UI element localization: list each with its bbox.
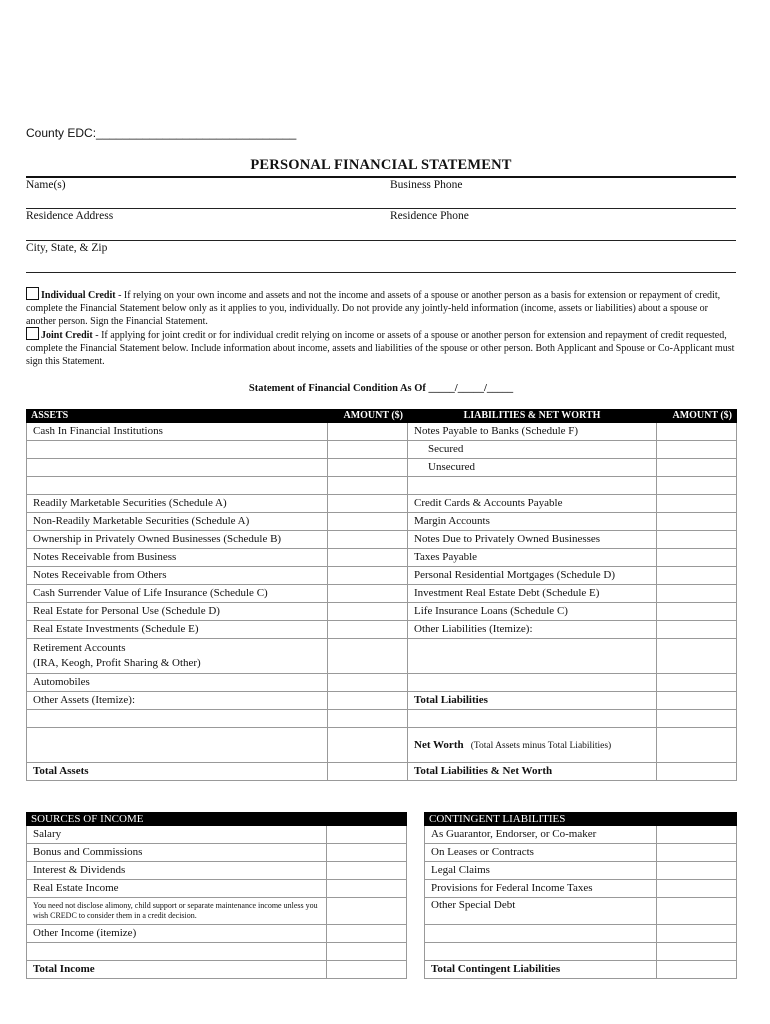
contingent-amount[interactable]: [657, 844, 737, 862]
liability-blank-r[interactable]: [408, 639, 657, 674]
total-liab-net-worth-amount[interactable]: [657, 763, 737, 781]
contingent-table: [424, 812, 737, 979]
net-worth-amount[interactable]: [657, 728, 737, 763]
asset-blank-1-amount[interactable]: [328, 441, 408, 459]
contingent-amount[interactable]: [657, 943, 737, 961]
table-row-left: Cash Surrender Value of Life Insurance (Schedule C): [27, 585, 328, 603]
joint-credit-paragraph: [26, 327, 736, 368]
net-worth-note: (Total Assets minus Total Liabilities): [470, 740, 612, 751]
cash-label: Cash In Financial Institutions: [27, 423, 328, 441]
amount-cell[interactable]: [328, 531, 408, 549]
contingent-amount[interactable]: [657, 925, 737, 943]
unsecured-amount[interactable]: [657, 459, 737, 477]
liability-blank-3[interactable]: [408, 477, 657, 495]
amount-cell[interactable]: [657, 513, 737, 531]
city-state-zip-label: City, State, & Zip: [26, 242, 108, 254]
contingent-amount[interactable]: [657, 880, 737, 898]
amount-cell[interactable]: [328, 621, 408, 639]
asset-blank-4-amount[interactable]: [328, 710, 408, 728]
contingent-row: On Leases or Contracts: [425, 844, 657, 862]
residence-address-label: Residence Address: [26, 210, 114, 222]
assets-liabilities-table: [26, 409, 737, 781]
contingent-row: As Guarantor, Endorser, or Co-maker: [425, 826, 657, 844]
total-contingent-amount[interactable]: [657, 961, 737, 979]
total-income-amount[interactable]: [327, 961, 407, 979]
amount-cell[interactable]: [328, 549, 408, 567]
table-row-right: Investment Real Estate Debt (Schedule E): [408, 585, 657, 603]
table-row-right: Notes Due to Privately Owned Businesses: [408, 531, 657, 549]
individual-credit-text: - If relying on your own income and assets and not the income and assets of a spouse or another person as a basis for extension or repayment of credit, complete the Financial Statement below only as it applies to you, individually. Do not provide any jointly-held information (income, assets or liabilities) about a spouse or another person. Sign the Financial Statement.: [26, 290, 721, 327]
liability-blank-4[interactable]: [408, 710, 657, 728]
asset-blank-5-amount[interactable]: [328, 728, 408, 763]
amount-cell[interactable]: [657, 585, 737, 603]
contingent-amount[interactable]: [657, 898, 737, 925]
asset-blank-1[interactable]: [27, 441, 328, 459]
secured-amount[interactable]: [657, 441, 737, 459]
income-amount[interactable]: [327, 943, 407, 961]
income-table: [26, 812, 407, 979]
asset-blank-3[interactable]: [27, 477, 328, 495]
table-row-right: Personal Residential Mortgages (Schedule D): [408, 567, 657, 585]
other-assets-label: Other Assets (Itemize):: [27, 692, 328, 710]
liability-blank-r-amount[interactable]: [657, 639, 737, 674]
liability-blank-3-amount[interactable]: [657, 477, 737, 495]
asset-blank-4[interactable]: [27, 710, 328, 728]
liability-blank-a[interactable]: [408, 674, 657, 692]
amount-cell[interactable]: [328, 585, 408, 603]
other-assets-amount[interactable]: [328, 692, 408, 710]
notes-payable-label: Notes Payable to Banks (Schedule F): [408, 423, 657, 441]
asset-blank-5[interactable]: [27, 728, 328, 763]
table-row-right: Other Liabilities (Itemize):: [408, 621, 657, 639]
individual-credit-checkbox[interactable]: [26, 287, 39, 300]
income-row: Bonus and Commissions: [27, 844, 327, 862]
contingent-blank[interactable]: [425, 943, 657, 961]
income-amount[interactable]: [327, 844, 407, 862]
statement-of-condition: Statement of Financial Condition As Of _____/_____/_____: [248, 383, 514, 394]
income-amount[interactable]: [327, 862, 407, 880]
contingent-row: Legal Claims: [425, 862, 657, 880]
income-amount[interactable]: [327, 826, 407, 844]
asset-blank-2[interactable]: [27, 459, 328, 477]
table-row-left: Notes Receivable from Business: [27, 549, 328, 567]
liabilities-amount-header: AMOUNT ($): [657, 410, 737, 423]
automobiles-label: Automobiles: [27, 674, 328, 692]
retirement-line-1: Retirement Accounts: [33, 642, 126, 654]
residence-phone-label: Residence Phone: [390, 210, 469, 222]
secured-label: Secured: [408, 441, 657, 459]
assets-header: ASSETS: [27, 410, 328, 423]
title-rule: [26, 176, 736, 178]
income-row: Salary: [27, 826, 327, 844]
table-row-right: Life Insurance Loans (Schedule C): [408, 603, 657, 621]
income-row: Real Estate Income: [27, 880, 327, 898]
amount-cell[interactable]: [657, 531, 737, 549]
unsecured-label: Unsecured: [408, 459, 657, 477]
net-worth-cell: [408, 728, 657, 763]
income-disclosure-note: You need not disclose alimony, child support or separate maintenance income unless you wish CREDC to consider them in a credit decision.: [27, 898, 327, 925]
liability-blank-4-amount[interactable]: [657, 710, 737, 728]
contingent-blank[interactable]: [425, 925, 657, 943]
other-special-debt-label: Other Special Debt: [425, 898, 657, 925]
liability-blank-a-amount[interactable]: [657, 674, 737, 692]
income-amount[interactable]: [327, 898, 407, 925]
assets-amount-header: AMOUNT ($): [328, 410, 408, 423]
total-liab-net-worth-label: Total Liabilities & Net Worth: [408, 763, 657, 781]
amount-cell[interactable]: [657, 567, 737, 585]
total-assets-amount[interactable]: [328, 763, 408, 781]
total-assets-label: Total Assets: [27, 763, 328, 781]
income-blank[interactable]: [27, 943, 327, 961]
individual-credit-paragraph: [26, 287, 736, 328]
business-phone-label: Business Phone: [390, 179, 463, 191]
joint-credit-label: Joint Credit: [41, 330, 93, 341]
income-amount[interactable]: [327, 925, 407, 943]
total-liabilities-label: Total Liabilities: [408, 692, 657, 710]
amount-cell[interactable]: [657, 549, 737, 567]
amount-cell[interactable]: [657, 603, 737, 621]
cash-amount[interactable]: [328, 423, 408, 441]
table-row-left: Ownership in Privately Owned Businesses (Schedule B): [27, 531, 328, 549]
amount-cell[interactable]: [328, 495, 408, 513]
notes-payable-amount[interactable]: [657, 423, 737, 441]
total-income-label: Total Income: [27, 961, 327, 979]
liabilities-header: LIABILITIES & NET WORTH: [408, 410, 657, 423]
total-contingent-label: Total Contingent Liabilities: [425, 961, 657, 979]
individual-credit-label: Individual Credit: [41, 290, 116, 301]
city-input-line[interactable]: [26, 272, 736, 273]
asset-blank-2-amount[interactable]: [328, 459, 408, 477]
amount-cell[interactable]: [328, 513, 408, 531]
names-input-line[interactable]: [26, 208, 736, 209]
table-row-left: Non-Readily Marketable Securities (Schedule A): [27, 513, 328, 531]
joint-credit-text: - If applying for joint credit or for individual credit relying on income or assets of a spouse or another person for extension and repayment of credit requested, complete the Financial Statement below. Include information about income, assets and liabilities of the spouse or other person. Both Applicant and Spouse or Co-Applicant must sign this Statement.: [26, 330, 735, 367]
amount-cell[interactable]: [657, 495, 737, 513]
table-row-right: Margin Accounts: [408, 513, 657, 531]
amount-cell[interactable]: [657, 621, 737, 639]
retirement-accounts-label: [27, 639, 328, 674]
net-worth-label: Net Worth: [414, 738, 464, 751]
county-edc-label: County EDC:______________________________: [26, 126, 297, 140]
total-liabilities-amount[interactable]: [657, 692, 737, 710]
contingent-header: CONTINGENT LIABILITIES: [425, 813, 737, 826]
other-income-label: Other Income (itemize): [27, 925, 327, 943]
income-header: SOURCES OF INCOME: [27, 813, 407, 826]
table-row-left: Notes Receivable from Others: [27, 567, 328, 585]
table-row-left: Real Estate for Personal Use (Schedule D): [27, 603, 328, 621]
table-row-right: Credit Cards & Accounts Payable: [408, 495, 657, 513]
table-row-right: Taxes Payable: [408, 549, 657, 567]
names-label: Name(s): [26, 179, 66, 191]
automobiles-amount[interactable]: [328, 674, 408, 692]
address-input-line[interactable]: [26, 240, 736, 241]
asset-blank-3-amount[interactable]: [328, 477, 408, 495]
contingent-row: Provisions for Federal Income Taxes: [425, 880, 657, 898]
contingent-amount[interactable]: [657, 862, 737, 880]
income-amount[interactable]: [327, 880, 407, 898]
retirement-line-2: (IRA, Keogh, Profit Sharing & Other): [33, 657, 201, 669]
table-row-left: Real Estate Investments (Schedule E): [27, 621, 328, 639]
retirement-amount[interactable]: [328, 639, 408, 674]
table-row-left: Readily Marketable Securities (Schedule A): [27, 495, 328, 513]
amount-cell[interactable]: [328, 603, 408, 621]
income-row: Interest & Dividends: [27, 862, 327, 880]
joint-credit-checkbox[interactable]: [26, 327, 39, 340]
amount-cell[interactable]: [328, 567, 408, 585]
page-title: PERSONAL FINANCIAL STATEMENT: [250, 157, 512, 173]
contingent-amount[interactable]: [657, 826, 737, 844]
